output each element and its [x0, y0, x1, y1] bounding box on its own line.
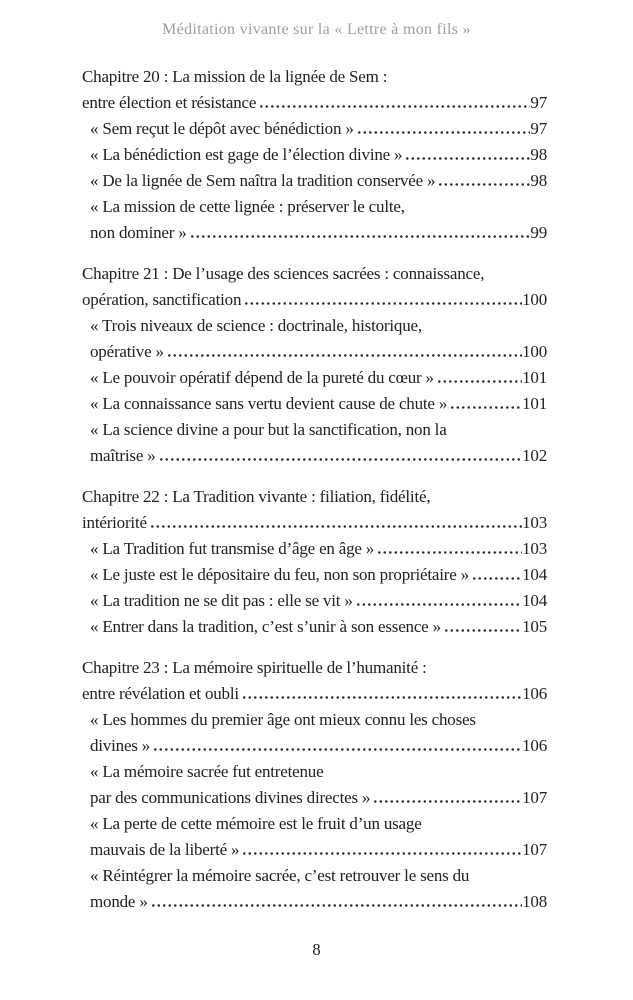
- toc-entry-text: « La connaissance sans vertu devient cause de chute »: [90, 394, 448, 413]
- toc-entry-page-number: 104: [522, 565, 547, 584]
- toc-entry-page-number: 108: [522, 892, 547, 911]
- toc-entry-final-line: [90, 339, 547, 365]
- toc-entry-final-line: [90, 365, 547, 391]
- toc-entry-line: « La perte de cette mémoire est le fruit d’un usage: [90, 814, 422, 833]
- dot-leader: [358, 131, 531, 134]
- toc-entry-final-line: [90, 562, 547, 588]
- toc-entry-text: mauvais de la liberté »: [90, 840, 240, 859]
- chapter-block: [82, 655, 547, 915]
- toc-entry-text: « Le pouvoir opératif dépend de la pureté du cœur »: [90, 368, 434, 387]
- toc-entry-final-line: [90, 443, 547, 469]
- toc-entry-page-number: 106: [522, 736, 547, 755]
- toc-entry-text: « Sem reçut le dépôt avec bénédiction »: [90, 119, 354, 138]
- toc-entry-page-number: 100: [522, 290, 547, 309]
- dot-leader: [243, 852, 522, 855]
- dot-leader: [154, 748, 522, 751]
- toc-entry-line: « Trois niveaux de science : doctrinale, historique,: [90, 316, 422, 335]
- toc-entry: [82, 142, 547, 168]
- toc-entry-final-line: [82, 287, 547, 313]
- toc-entry-page-number: 102: [522, 446, 547, 465]
- toc-entry-page-number: 101: [522, 368, 547, 387]
- toc-entry-line: « La science divine a pour but la sanctification, non la: [90, 420, 447, 439]
- dot-leader: [168, 354, 522, 357]
- toc-entry-text: opérative »: [90, 342, 164, 361]
- toc-entry-line: « La mémoire sacrée fut entretenue: [90, 762, 324, 781]
- toc-entry-text: monde »: [90, 892, 148, 911]
- chapter-block: [82, 261, 547, 469]
- toc-entry-line: Chapitre 20 : La mission de la lignée de Sem :: [82, 67, 388, 86]
- toc-entry-line: « Réintégrer la mémoire sacrée, c’est retrouver le sens du: [90, 866, 470, 885]
- toc-entry: [82, 484, 547, 536]
- toc-entry-final-line: [82, 681, 547, 707]
- toc-entry-text: maîtrise »: [90, 446, 156, 465]
- toc-entry: [82, 707, 547, 759]
- toc-entry: [82, 261, 547, 313]
- toc-entry-page-number: 106: [522, 684, 547, 703]
- toc-entry: [82, 811, 547, 863]
- toc: [82, 64, 547, 915]
- toc-entry-final-line: [90, 168, 547, 194]
- toc-entry-text: « La bénédiction est gage de l’élection divine »: [90, 145, 403, 164]
- toc-entry-final-line: [90, 614, 547, 640]
- toc-entry-final-line: [90, 889, 547, 915]
- chapter-block: [82, 64, 547, 246]
- toc-entry-final-line: [90, 837, 547, 863]
- toc-entry: [82, 391, 547, 417]
- dot-leader: [406, 157, 530, 160]
- dot-leader: [191, 235, 531, 238]
- dot-leader: [160, 458, 523, 461]
- toc-entry-page-number: 97: [530, 119, 547, 138]
- toc-entry-line: « La mission de cette lignée : préserver le culte,: [90, 197, 405, 216]
- toc-entry-text: opération, sanctification: [82, 290, 242, 309]
- toc-entry: [82, 655, 547, 707]
- dot-leader: [152, 904, 522, 907]
- running-header: Méditation vivante sur la « Lettre à mon fils »: [162, 21, 471, 38]
- toc-entry-text: « La Tradition fut transmise d’âge en âge »: [90, 539, 375, 558]
- toc-entry-text: intériorité: [82, 513, 147, 532]
- toc-entry-text: entre élection et résistance: [82, 93, 257, 112]
- toc-entry: [82, 365, 547, 391]
- toc-entry-text: non dominer »: [90, 223, 187, 242]
- toc-entry-page-number: 105: [522, 617, 547, 636]
- chapter-block: [82, 484, 547, 640]
- toc-entry-line: Chapitre 21 : De l’usage des sciences sacrées : connaissance,: [82, 264, 485, 283]
- toc-entry-text: par des communications divines directes »: [90, 788, 371, 807]
- toc-entry: [82, 417, 547, 469]
- toc-entry: [82, 168, 547, 194]
- toc-entry-line: « Les hommes du premier âge ont mieux connu les choses: [90, 710, 476, 729]
- toc-entry: [82, 536, 547, 562]
- toc-entry: [82, 562, 547, 588]
- toc-entry-final-line: [90, 785, 547, 811]
- toc-entry-text: « Entrer dans la tradition, c’est s’unir à son essence »: [90, 617, 441, 636]
- toc-entry-page-number: 107: [522, 840, 547, 859]
- toc-entry-final-line: [90, 536, 547, 562]
- toc-entry: [82, 64, 547, 116]
- toc-entry-final-line: [90, 116, 547, 142]
- dot-leader: [439, 183, 530, 186]
- toc-entry-page-number: 101: [522, 394, 547, 413]
- toc-entry-line: Chapitre 22 : La Tradition vivante : filiation, fidélité,: [82, 487, 431, 506]
- toc-entry-final-line: [90, 733, 547, 759]
- toc-entry: [82, 614, 547, 640]
- dot-leader: [473, 577, 522, 580]
- toc-entry-text: « La tradition ne se dit pas : elle se vit »: [90, 591, 353, 610]
- dot-leader: [260, 105, 530, 108]
- toc-entry: [82, 194, 547, 246]
- dot-leader: [438, 380, 522, 383]
- toc-entry-final-line: [90, 220, 547, 246]
- dot-leader: [445, 629, 522, 632]
- toc-entry-page-number: 103: [522, 539, 547, 558]
- toc-entry-text: divines »: [90, 736, 151, 755]
- dot-leader: [243, 696, 522, 699]
- dot-leader: [378, 551, 522, 554]
- toc-entry-page-number: 97: [530, 93, 547, 112]
- toc-entry-final-line: [82, 90, 547, 116]
- toc-entry-line: Chapitre 23 : La mémoire spirituelle de l’humanité :: [82, 658, 427, 677]
- toc-entry: [82, 588, 547, 614]
- toc-entry-final-line: [82, 510, 547, 536]
- toc-entry-text: « De la lignée de Sem naîtra la tradition conservée »: [90, 171, 436, 190]
- toc-entry: [82, 313, 547, 365]
- toc-entry-text: « Le juste est le dépositaire du feu, non son propriétaire »: [90, 565, 469, 584]
- toc-entry-page-number: 99: [530, 223, 547, 242]
- page-number-footer: 8: [312, 940, 321, 959]
- toc-entry-page-number: 107: [522, 788, 547, 807]
- toc-entry-page-number: 103: [522, 513, 547, 532]
- toc-entry-final-line: [90, 142, 547, 168]
- toc-entry: [82, 759, 547, 811]
- toc-entry: [82, 863, 547, 915]
- toc-entry-page-number: 98: [530, 145, 547, 164]
- dot-leader: [451, 406, 522, 409]
- toc-entry-final-line: [90, 588, 547, 614]
- dot-leader: [374, 800, 522, 803]
- dot-leader: [357, 603, 522, 606]
- toc-entry-page-number: 104: [522, 591, 547, 610]
- toc-entry-final-line: [90, 391, 547, 417]
- toc-entry-text: entre révélation et oubli: [82, 684, 239, 703]
- toc-entry-page-number: 100: [522, 342, 547, 361]
- toc-entry-page-number: 98: [530, 171, 547, 190]
- dot-leader: [245, 302, 522, 305]
- toc-entry: [82, 116, 547, 142]
- dot-leader: [151, 525, 522, 528]
